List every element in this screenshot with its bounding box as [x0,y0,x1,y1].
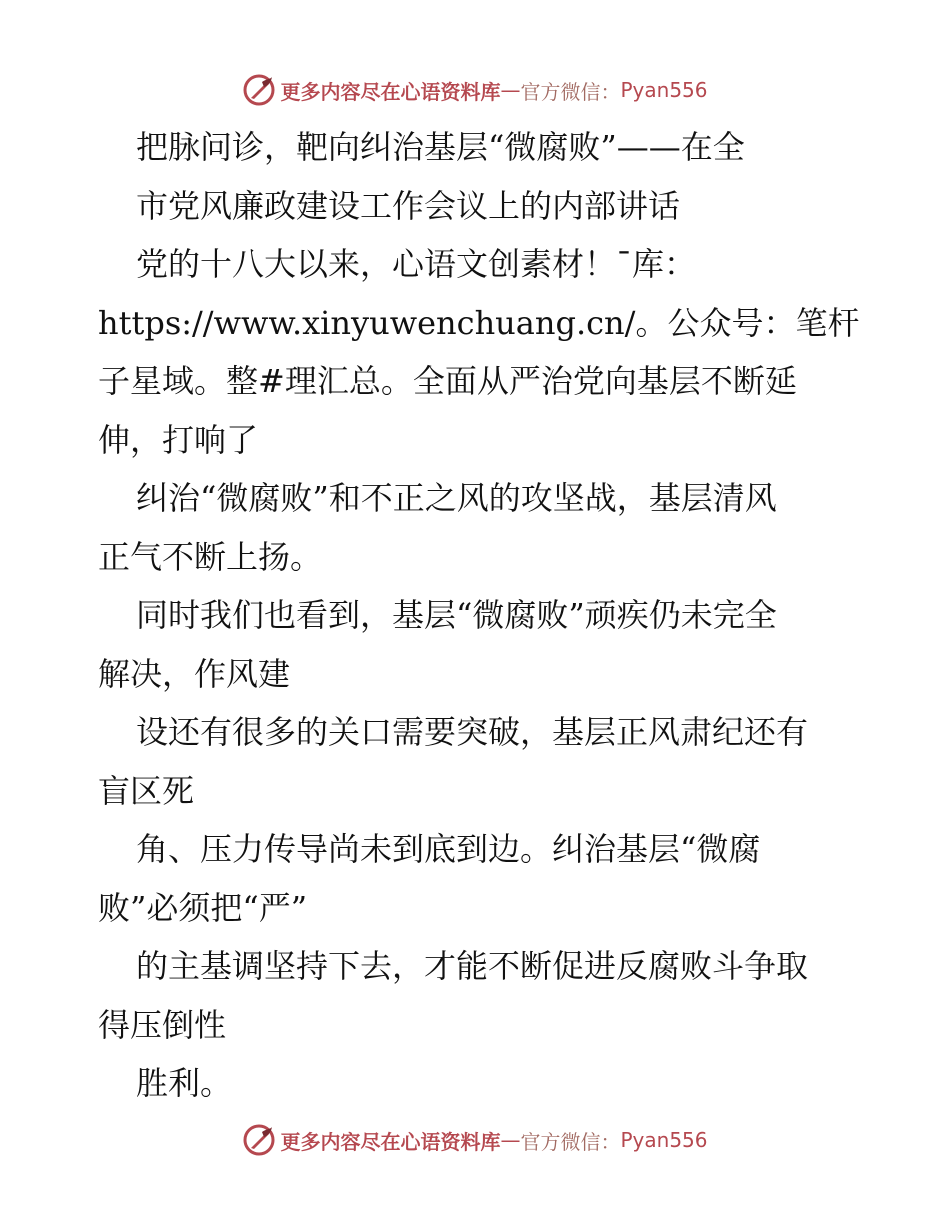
body-line: 伸，打响了 [98,420,259,459]
header-banner [0,70,950,110]
body-line: 胜利。 [136,1064,233,1102]
body-line: 正气不断上扬。 [98,537,323,576]
footer-banner [0,1120,950,1160]
body-line: https://www.xinyuwenchuang.cn/。公众号：笔杆 [98,303,860,342]
body-line: 解决，作风建 [98,654,291,693]
body-line: 党的十八大以来，心语文创素材！¯库： [136,245,697,283]
body-line: 得压倒性 [98,1005,227,1044]
banner-wechat-label: 官方微信： [520,1129,621,1154]
title-line: 把脉问诊，靶向纠治基层“微腐败”——在全 [136,128,745,166]
quill-seal-icon [242,1123,276,1157]
banner-account: Pyan556 [620,78,708,102]
body-line: 设还有很多的关口需要突破，基层正风肃纪还有 [136,713,809,751]
body-line: 纠治“微腐败”和不正之风的攻坚战，基层清风 [136,479,777,517]
banner-wechat-label: 官方微信： [520,79,621,104]
banner-account: Pyan556 [620,1128,708,1152]
banner-site-text: 更多内容尽在心语资料库 [280,79,501,104]
banner-dash: — [500,1128,521,1152]
banner-site-text: 更多内容尽在心语资料库 [280,1129,501,1154]
banner-dash: — [500,78,521,102]
body-line: 角、压力传导尚未到底到边。纠治基层“微腐 [136,830,761,868]
body-line: 子星域。整#理汇总。全面从严治党向基层不断延 [98,362,797,400]
body-line: 盲区死 [98,771,195,810]
body-line: 同时我们也看到，基层“微腐败”顽疾仍未完全 [136,596,777,634]
body-line: 败”必须把“严” [98,888,308,927]
body-line: 的主基调坚持下去，才能不断促进反腐败斗争取 [136,947,809,985]
title-line: 市党风廉政建设工作会议上的内部讲话 [136,186,681,225]
quill-seal-icon [242,73,276,107]
document-body [98,118,858,1113]
